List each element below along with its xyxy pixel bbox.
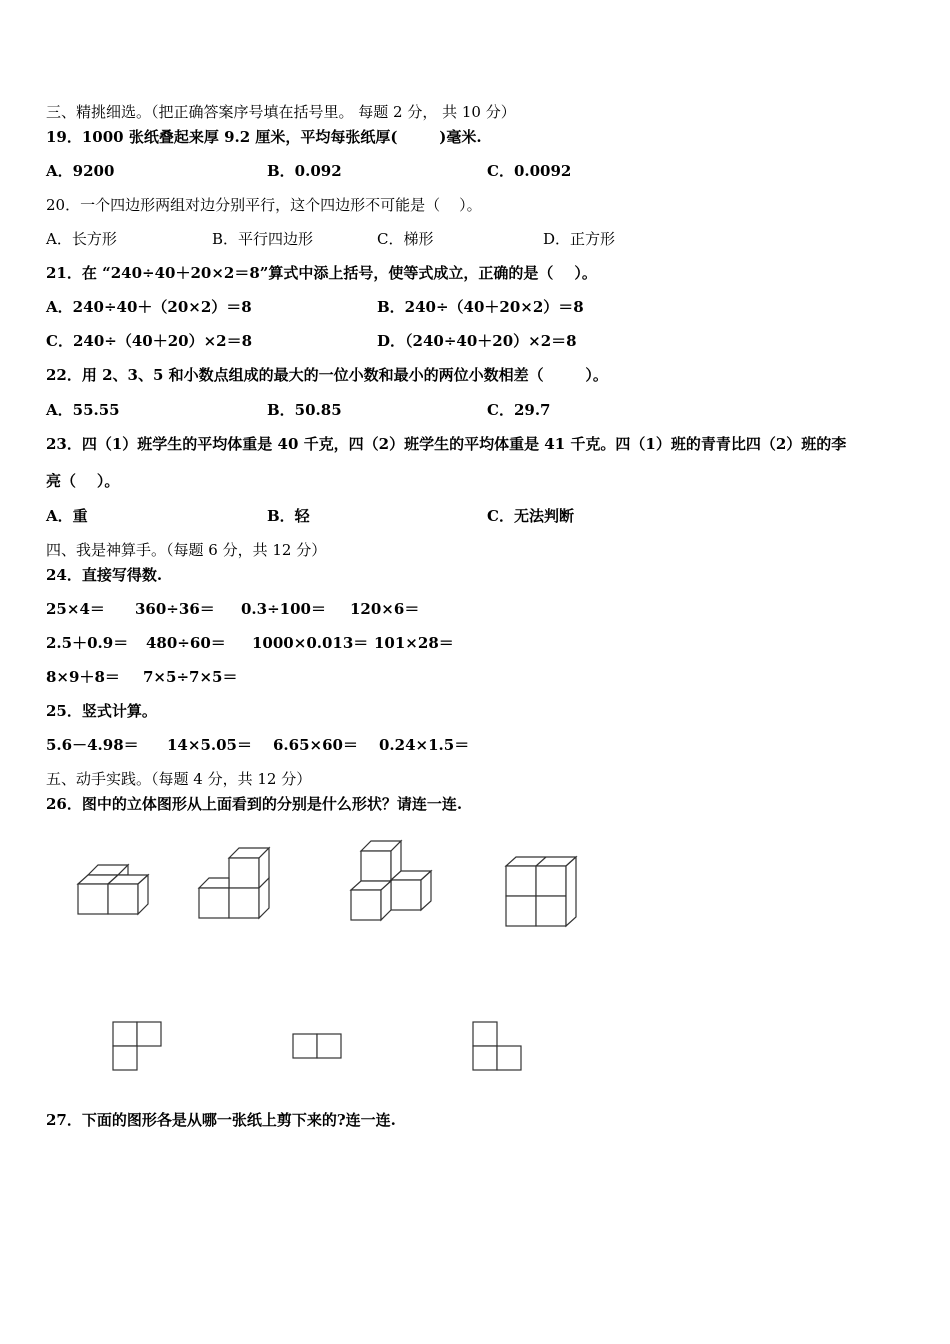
q24-item: 7×5÷7×5＝ [143,668,238,686]
solid-figure-4 [506,857,576,926]
q23-option-c: C．无法判断 [487,507,574,525]
q22-option-a: A．55.55 [46,401,120,419]
q25-item: 6.65×60＝ [273,736,358,754]
q25-item: 0.24×1.5＝ [379,736,470,754]
section5-heading: 五、动手实践。（每题 4 分，共 12 分） [46,770,312,788]
q24-stem: 24．直接写得数. [46,566,163,584]
q19-option-b: B．0.092 [267,162,342,180]
q20-option-d: D．正方形 [543,230,616,248]
section3-heading: 三、精挑细选。（把正确答案序号填在括号里。 每题 2 分， 共 10 分） [46,103,516,121]
q21-option-c: C．240÷（40＋20）×2＝8 [46,332,253,350]
top-view-2 [293,1034,341,1058]
q26-stem: 26．图中的立体图形从上面看到的分别是什么形状？请连一连. [46,795,463,813]
q20-option-a: A．长方形 [46,230,117,248]
solid-figure-2 [199,848,269,918]
q24-item: 0.3÷100＝ [241,600,326,618]
q23-option-b: B．轻 [267,507,310,525]
q24-item: 480÷60＝ [146,634,226,652]
q27-stem: 27．下面的图形各是从哪一张纸上剪下来的?连一连. [46,1111,396,1129]
q24-item: 2.5＋0.9＝ [46,634,129,652]
q21-option-a: A．240÷40＋（20×2）＝8 [46,298,252,316]
q23-stem-line2: 亮（ ）。 [46,472,120,490]
solid-figure-1 [78,865,148,914]
q25-item: 14×5.05＝ [167,736,252,754]
q19-option-c: C．0.0092 [487,162,572,180]
q25-item: 5.6－4.98＝ [46,736,139,754]
q21-option-d: D．（240÷40＋20）×2＝8 [377,332,577,350]
q24-item: 25×4＝ [46,600,105,618]
q19-option-a: A．9200 [46,162,115,180]
q23-option-a: A．重 [46,507,88,525]
q19-stem: 19．1000 张纸叠起来厚 9.2 厘米，平均每张纸厚( )毫米. [46,128,482,146]
q24-item: 120×6＝ [350,600,420,618]
section4-heading: 四、我是神算手。（每题 6 分，共 12 分） [46,541,327,559]
top-view-3 [473,1022,521,1070]
q25-stem: 25．竖式计算。 [46,702,157,720]
q24-item: 101×28＝ [374,634,454,652]
top-view-1 [113,1022,161,1070]
q20-option-b: B．平行四边形 [212,230,314,248]
q24-item: 360÷36＝ [135,600,215,618]
q21-option-b: B．240÷（40＋20×2）＝8 [377,298,584,316]
q24-item: 1000×0.013＝ [252,634,369,652]
q24-item: 8×9＋8＝ [46,668,120,686]
q22-option-b: B．50.85 [267,401,342,419]
q20-stem: 20．一个四边形两组对边分别平行，这个四边形不可能是（ ）。 [46,196,482,214]
q21-stem: 21．在 “240÷40＋20×2＝8”算式中添上括号，使等式成立，正确的是（ ）。 [46,264,597,282]
q22-option-c: C．29.7 [487,401,551,419]
solid-figure-3 [351,841,431,920]
q22-stem: 22．用 2、3、5 和小数点组成的最大的一位小数和最小的两位小数相差（ ）。 [46,366,608,384]
q23-stem-line1: 23．四（1）班学生的平均体重是 40 千克，四（2）班学生的平均体重是 41 千克。四（1）班的青青比四（2）班的李 [46,435,847,453]
q20-option-c: C．梯形 [377,230,434,248]
